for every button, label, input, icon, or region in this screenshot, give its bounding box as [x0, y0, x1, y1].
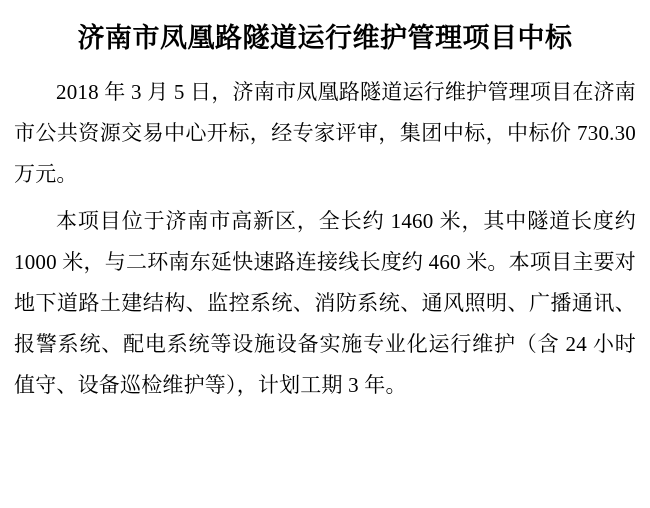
document-body: [14, 72, 636, 406]
paragraph-1: 2018 年 3 月 5 日，济南市凤凰路隧道运行维护管理项目在济南市公共资源交易中心开标，经专家评审，集团中标，中标价 730.30 万元。: [14, 80, 636, 186]
page-title: 济南市凤凰路隧道运行维护管理项目中标: [77, 23, 573, 54]
paragraph-2: 本项目位于济南市高新区，全长约 1460 米，其中隧道长度约 1000 米，与二环南东延快速路连接线长度约 460 米。本项目主要对地下道路土建结构、监控系统、消防系统、通风照明、广播通讯、报警系统、配电系统等设施设备实施专业化运行维护（含 24 小时值守、设备巡检维护等），计划工期 3 年。: [14, 209, 636, 397]
